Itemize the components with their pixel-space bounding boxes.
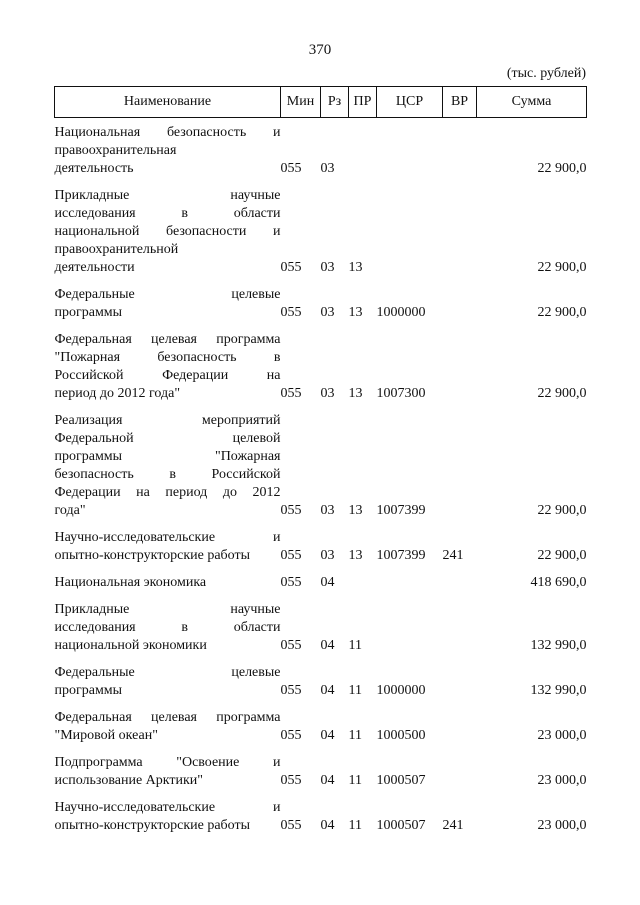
row-name-line: использование Арктики" — [54, 773, 204, 788]
row-name-line: Реализация мероприятий — [54, 413, 281, 428]
row-min: 055 — [280, 638, 302, 653]
row-sum: 418 690,0 — [530, 575, 587, 590]
row-name — [55, 118, 281, 179]
row-name — [55, 277, 281, 322]
row-vr — [443, 655, 477, 700]
row-name-line: Федерации на период до 2012 — [54, 485, 281, 500]
table-row — [55, 655, 587, 700]
row-rz: 04 — [320, 728, 335, 743]
row-csr — [377, 592, 443, 655]
table-row — [55, 322, 587, 403]
row-name-line: деятельности — [54, 260, 135, 275]
column-header-sum: Сумма — [477, 87, 587, 118]
table-row — [55, 790, 587, 835]
row-pr: 11 — [348, 683, 362, 698]
column-header-min: Мин — [281, 87, 321, 118]
row-sum: 22 900,0 — [537, 503, 587, 518]
row-name-line: программы — [54, 683, 123, 698]
row-name-line: правоохранительной — [54, 242, 179, 257]
table-row — [55, 592, 587, 655]
column-header-vr: ВР — [443, 87, 477, 118]
row-name-line: правоохранительная — [54, 143, 177, 158]
table-row — [55, 745, 587, 790]
row-vr — [443, 277, 477, 322]
row-name-line: национальной экономики — [54, 638, 207, 653]
table-row — [55, 403, 587, 520]
row-name-line: Национальная безопасность и — [54, 125, 281, 140]
row-name — [55, 700, 281, 745]
units-note: (тыс. рублей) — [506, 66, 586, 81]
row-pr: 13 — [348, 548, 363, 563]
row-sum: 23 000,0 — [537, 728, 587, 743]
row-sum: 132 990,0 — [530, 683, 587, 698]
row-min: 055 — [280, 161, 302, 176]
row-name-line: Федеральной целевой — [54, 431, 281, 446]
row-csr: 1000000 — [376, 683, 426, 698]
page-number: 370 — [308, 42, 332, 58]
row-pr: 11 — [348, 818, 362, 833]
row-vr — [443, 592, 477, 655]
row-csr: 1007399 — [376, 503, 426, 518]
row-pr: 11 — [348, 773, 362, 788]
row-csr: 1000000 — [376, 305, 426, 320]
row-name-line: национальной безопасности и — [54, 224, 281, 239]
row-name — [55, 178, 281, 277]
row-pr: 11 — [348, 728, 362, 743]
row-name-line: деятельность — [54, 161, 134, 176]
row-name — [55, 403, 281, 520]
row-sum: 22 900,0 — [537, 260, 587, 275]
row-name-line: Федеральные целевые — [54, 287, 281, 302]
row-name-line: Федеральная целевая программа — [54, 332, 281, 347]
row-vr — [443, 403, 477, 520]
row-sum: 22 900,0 — [537, 305, 587, 320]
table-header-row — [55, 87, 587, 118]
row-rz: 03 — [320, 305, 335, 320]
row-name-line: Научно-исследовательские и — [54, 530, 281, 545]
column-header-csr: ЦСР — [377, 87, 443, 118]
row-vr: 241 — [442, 818, 464, 833]
row-vr — [443, 700, 477, 745]
table-row — [55, 700, 587, 745]
row-min: 055 — [280, 305, 302, 320]
row-min: 055 — [280, 683, 302, 698]
row-pr — [349, 565, 377, 592]
row-min: 055 — [280, 260, 302, 275]
row-pr: 13 — [348, 386, 363, 401]
row-name-line: Федеральная целевая программа — [54, 710, 281, 725]
row-name-line: Прикладные научные — [54, 602, 281, 617]
row-rz: 04 — [320, 818, 335, 833]
row-name-line: исследования в области — [54, 620, 281, 635]
row-sum: 132 990,0 — [530, 638, 587, 653]
row-sum: 22 900,0 — [537, 386, 587, 401]
row-rz: 04 — [320, 773, 335, 788]
row-min: 055 — [280, 773, 302, 788]
row-sum: 22 900,0 — [537, 548, 587, 563]
row-rz: 03 — [320, 386, 335, 401]
row-csr: 1000507 — [376, 818, 426, 833]
row-name-line: программы — [54, 305, 123, 320]
row-rz: 04 — [320, 575, 335, 590]
table-row — [55, 277, 587, 322]
row-min: 055 — [280, 818, 302, 833]
row-vr: 241 — [442, 548, 464, 563]
row-name-line: программы "Пожарная — [54, 449, 281, 464]
row-rz: 03 — [320, 548, 335, 563]
table-row — [55, 118, 587, 179]
row-pr: 11 — [348, 638, 362, 653]
row-name — [55, 565, 281, 592]
row-name — [55, 790, 281, 835]
row-csr — [377, 565, 443, 592]
row-rz: 03 — [320, 260, 335, 275]
row-min: 055 — [280, 575, 302, 590]
column-header-rz: Рз — [321, 87, 349, 118]
row-min: 055 — [280, 728, 302, 743]
row-vr — [443, 745, 477, 790]
row-name-line: безопасность в Российской — [54, 467, 281, 482]
row-name-line: "Пожарная безопасность в — [54, 350, 281, 365]
row-name-line: опытно-конструкторские работы — [54, 548, 251, 563]
row-rz: 03 — [320, 503, 335, 518]
column-header-name: Наименование — [55, 87, 281, 118]
row-name-line: Национальная экономика — [54, 575, 207, 590]
row-name-line: опытно-конструкторские работы — [54, 818, 251, 833]
row-csr: 1007399 — [376, 548, 426, 563]
row-vr — [443, 178, 477, 277]
row-sum: 22 900,0 — [537, 161, 587, 176]
table-body — [55, 118, 587, 836]
row-rz: 04 — [320, 638, 335, 653]
row-rz: 04 — [320, 683, 335, 698]
row-pr: 13 — [348, 305, 363, 320]
row-name — [55, 520, 281, 565]
table-row — [55, 178, 587, 277]
row-name-line: Российской Федерации на — [54, 368, 281, 383]
column-header-pr: ПР — [349, 87, 377, 118]
row-vr — [443, 118, 477, 179]
row-name — [55, 592, 281, 655]
row-name-line: Научно-исследовательские и — [54, 800, 281, 815]
row-pr: 13 — [348, 260, 363, 275]
row-csr: 1000500 — [376, 728, 426, 743]
row-pr: 13 — [348, 503, 363, 518]
row-csr — [377, 178, 443, 277]
row-name-line: исследования в области — [54, 206, 281, 221]
row-min: 055 — [280, 503, 302, 518]
row-vr — [443, 565, 477, 592]
table-row — [55, 565, 587, 592]
row-name — [55, 745, 281, 790]
row-min: 055 — [280, 386, 302, 401]
row-sum: 23 000,0 — [537, 818, 587, 833]
row-rz: 03 — [320, 161, 335, 176]
row-name-line: "Мировой океан" — [54, 728, 158, 743]
row-min: 055 — [280, 548, 302, 563]
row-name-line: года" — [54, 503, 86, 518]
row-name-line: Прикладные научные — [54, 188, 281, 203]
row-name — [55, 655, 281, 700]
row-csr: 1000507 — [376, 773, 426, 788]
table-row — [55, 520, 587, 565]
row-name-line: Подпрограмма "Освоение и — [54, 755, 281, 770]
row-name — [55, 322, 281, 403]
row-vr — [443, 322, 477, 403]
row-sum: 23 000,0 — [537, 773, 587, 788]
row-name-line: период до 2012 года" — [54, 386, 181, 401]
budget-table — [54, 86, 587, 835]
row-csr: 1007300 — [376, 386, 426, 401]
row-pr — [349, 118, 377, 179]
row-csr — [377, 118, 443, 179]
row-name-line: Федеральные целевые — [54, 665, 281, 680]
